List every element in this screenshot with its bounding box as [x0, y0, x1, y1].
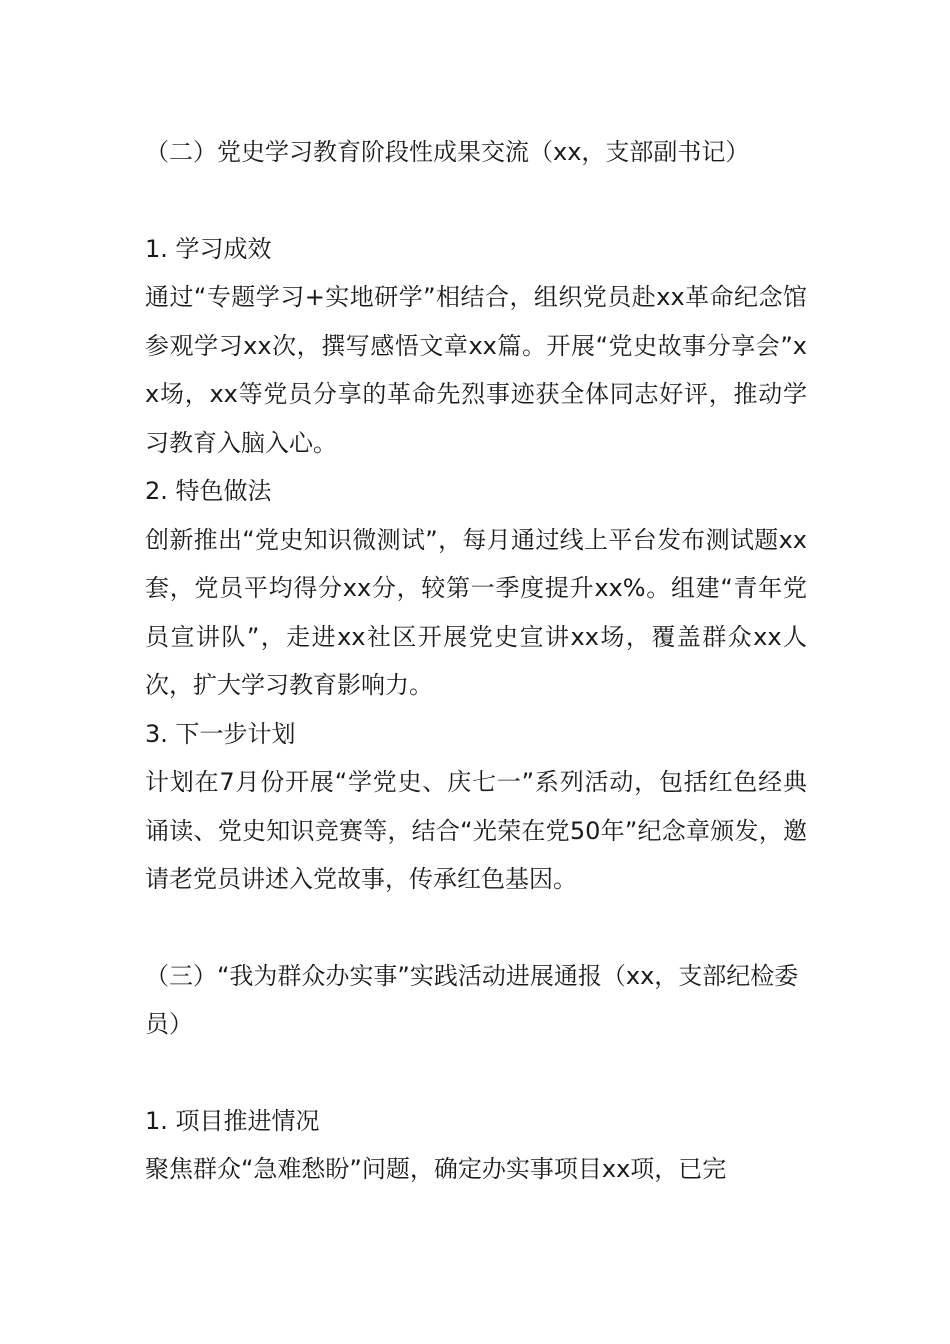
item-title-next-plan: 3. 下一步计划: [145, 719, 296, 748]
section-heading-3: （三）“我为群众办实事”实践活动进展通报（xx，支部纪检委员）: [145, 961, 799, 1038]
section-heading-2: （二）党史学习教育阶段性成果交流（xx，支部副书记）: [145, 138, 750, 166]
item-title-project-progress: 1. 项目推进情况: [145, 1106, 320, 1135]
document-content: [145, 128, 807, 1194]
item-body-next-plan: 计划在7月份开展“学党史、庆七一”系列活动，包括红色经典诵读、党史知识竞赛等，结合“光荣在党50年”纪念章颁发，邀请老党员讲述入党故事，传承红色基因。: [145, 768, 807, 893]
item-title-learning-results: 1. 学习成效: [145, 234, 272, 263]
item-body-project-progress: 聚焦群众“急难愁盼”问题，确定办实事项目xx项，已完: [145, 1155, 727, 1183]
item-body-featured-practices: 创新推出“党史知识微测试”，每月通过线上平台发布测试题xx套，党员平均得分xx分，较第一季度提升xx%。组建“青年党员宣讲队”，走进xx社区开展党史宣讲xx场，覆盖群众xx人次，扩大学习教育影响力。: [145, 525, 807, 699]
section-spacer: [145, 904, 807, 952]
item-body-learning-results: 通过“专题学习+实地研学”相结合，组织党员赴xx革命纪念馆参观学习xx次，撰写感悟文章xx篇。开展“党史故事分享会”xx场，xx等党员分享的革命先烈事迹获全体同志好评，推动学习教育入脑入心。: [145, 283, 807, 457]
item-title-featured-practices: 2. 特色做法: [145, 477, 272, 505]
